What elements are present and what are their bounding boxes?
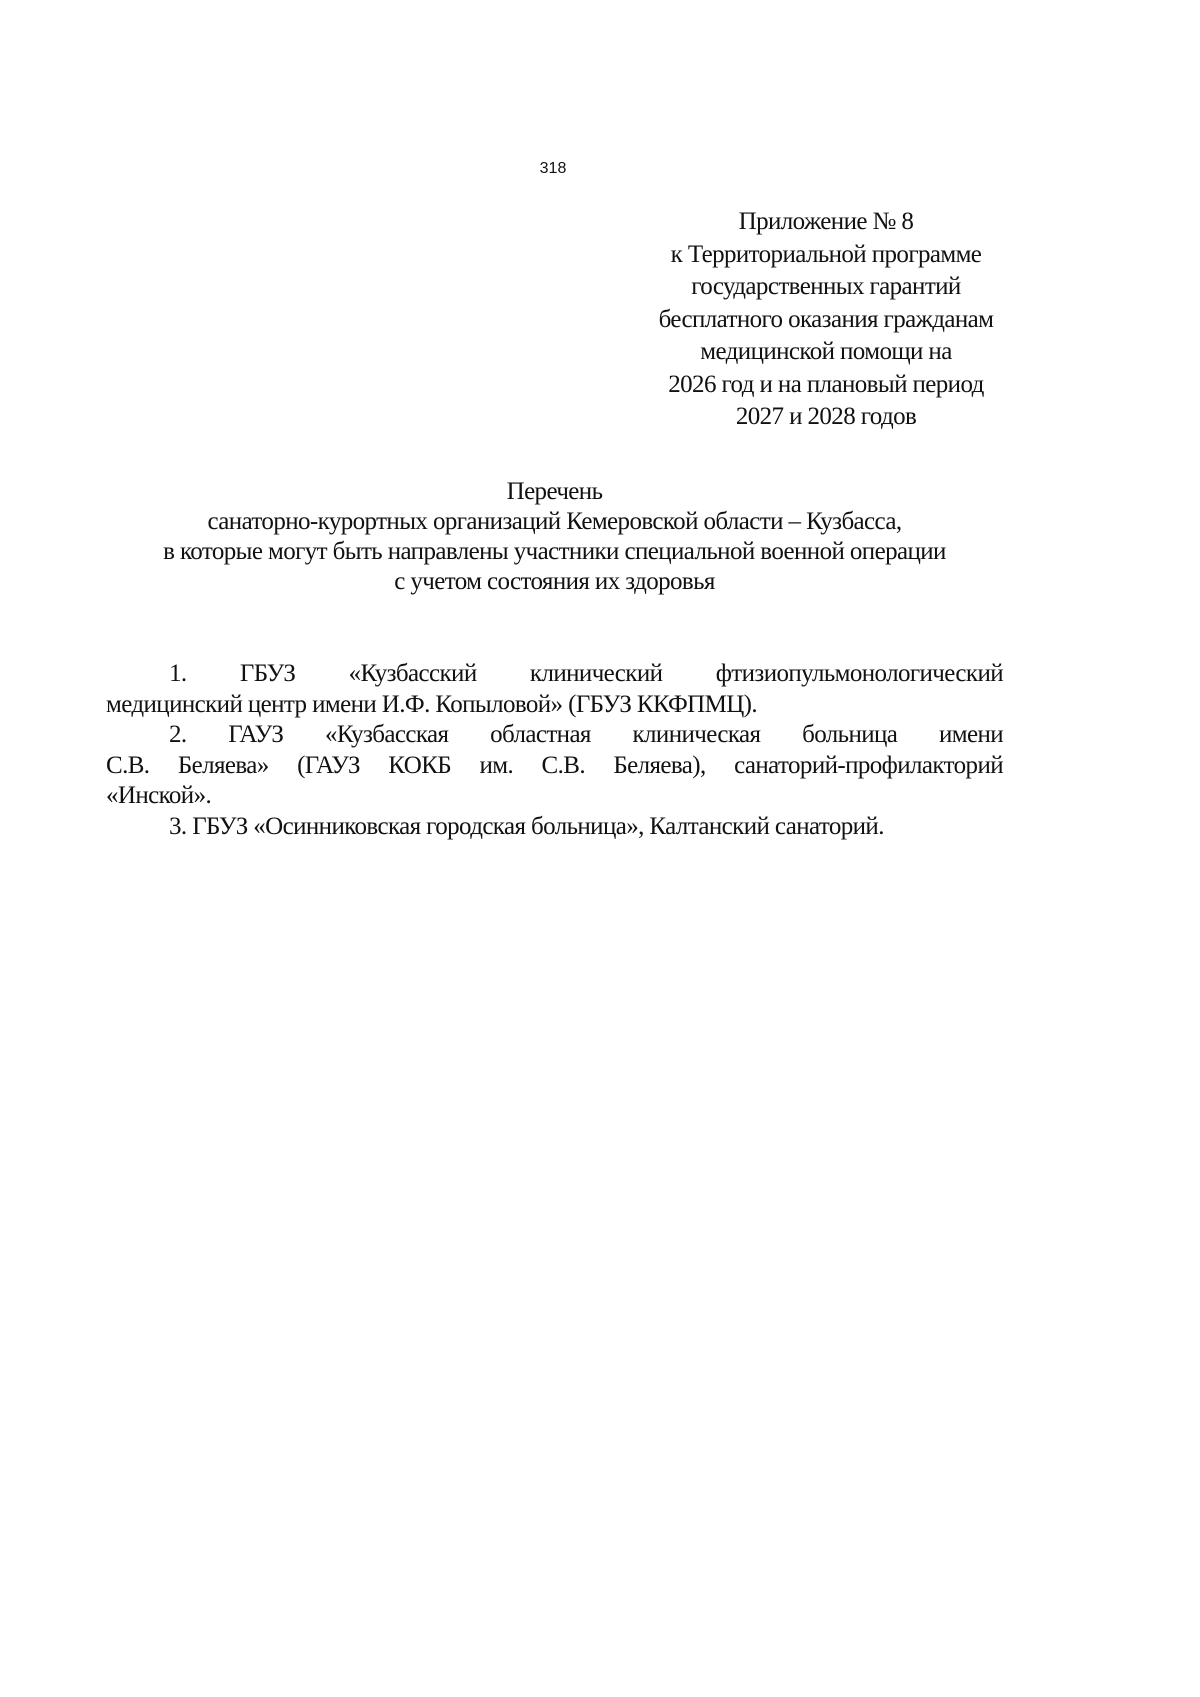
list-item: [106, 812, 1003, 843]
title-line: санаторно-курортных организаций Кемеровской области – Кузбасса,: [207, 508, 902, 535]
organization-list: [106, 659, 1003, 842]
appendix-line: бесплатного оказания гражданам: [658, 305, 994, 333]
title-line: с учетом состояния их здоровья: [394, 568, 715, 595]
appendix-line: медицинской помощи на: [700, 338, 952, 365]
title-line: Перечень: [506, 478, 603, 505]
list-item: [106, 720, 1003, 812]
appendix-line: 2027 и 2028 годов: [735, 403, 917, 430]
list-item-line: 3. ГБУЗ «Осинниковская городская больница», Калтанский санаторий.: [169, 812, 884, 840]
appendix-line: 2026 год и на плановый период: [668, 370, 984, 398]
page-number: 318: [539, 160, 567, 177]
list-item-line: медицинский центр имени И.Ф. Копыловой» (ГБУЗ ККФПМЦ).: [106, 690, 758, 718]
list-item-line: «Инской».: [106, 782, 212, 809]
list-item-line: С.В. Беляева» (ГАУЗ КОКБ им. С.В. Беляева), санаторий-профилакторий: [106, 751, 1003, 779]
title-line: в которые могут быть направлены участники специальной военной операции: [163, 538, 946, 565]
list-item-line: 1. ГБУЗ «Кузбасский клинический фтизиопульмонологический: [169, 660, 1003, 687]
list-item-line: 2. ГАУЗ «Кузбасская областная клиническая больница имени: [169, 721, 1003, 748]
appendix-line: к Территориальной программе: [670, 240, 982, 268]
appendix-line: государственных гарантий: [691, 273, 961, 300]
document-title: [106, 477, 1003, 597]
appendix-header: [606, 206, 1046, 434]
appendix-line: Приложение № 8: [738, 208, 914, 235]
list-item: [106, 659, 1003, 720]
